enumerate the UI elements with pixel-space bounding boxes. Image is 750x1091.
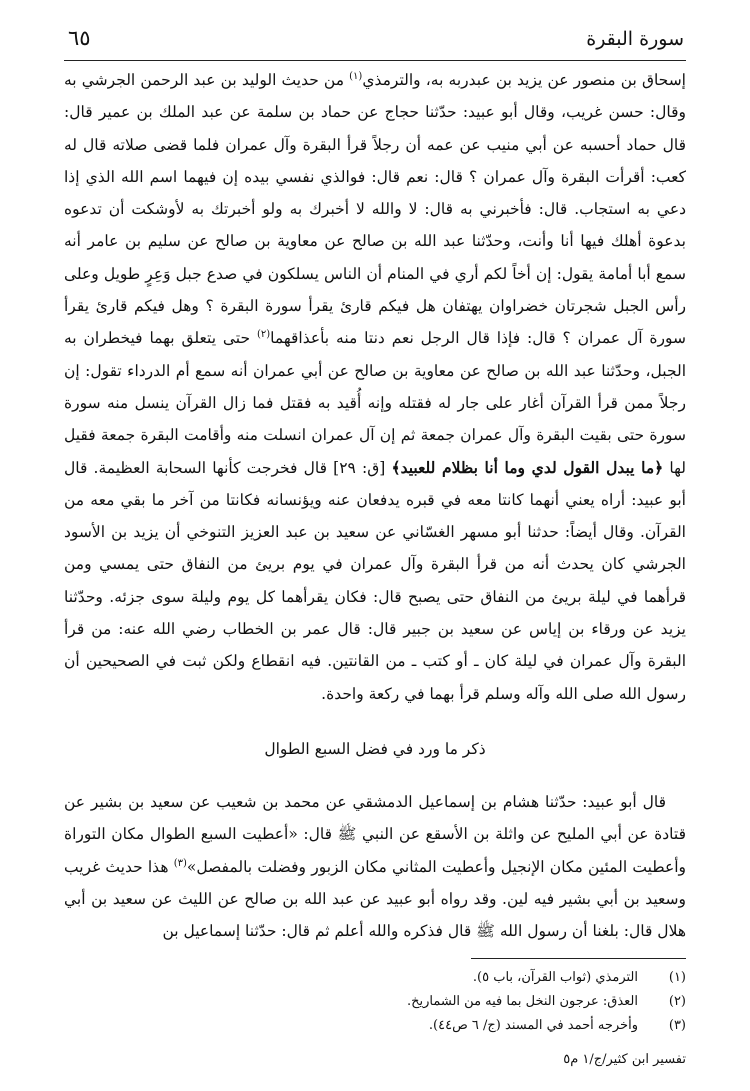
text-run: [ق: ٢٩] قال فخرجت كأنها السحابة العظيمة. قال أبو عبيد: أراه يعني أنهما كانتا معه في قبره يدفعان عنه ويؤنسانه فكانتا من آخر ما بقي معه من القرآن. وقال أيضاً: حدثنا أبو مسهر الغسّاني عن سعيد بن عبد العزيز التنوخي أن يزيد بن الأسود الجرشي كان يحدث أنه من قرأ البقرة وآل عمران في يوم بريئ من النفاق حتى يمسي ومن قرأهما في ليلة بريئ من النفاق حتى يصبح قال: فكان يقرأهما كل يوم وليلة سوى جزئه. وحدّثنا يزيد عن ورقاء بن إياس عن سعيد بن جبير قال: قال عمر بن الخطاب رضي الله عنه: من قرأ البقرة وآل عمران في ليلة كان ـ أو كتب ـ من القانتين. فيه انقطاع ولكن ثبت في الصحيحين أن رسول الله صلى الله وآله وسلم قرأ بهما في ركعة واحدة.: [64, 458, 686, 703]
text-run: من حديث الوليد بن عبد الرحمن الجرشي به وقال: حسن غريب، وقال أبو عبيد: حدّثنا حجاج عن حماد بن سلمة عن عبد الملك بن عمير قال: قال حماد أحسبه عن أبي منيب عن عمه أن رجلاً قرأ البقرة وآل عمران فلما قضى صلاته قال له كعب: أقرأت البقرة وآل عمران ؟ قال: نعم قال: فوالذي نفسي بيده إن فيهما اسم الله الذي إذا دعي به استجاب. قال: فأخبرني به قال: لا والله لا أخبرك به ولو أخبرتك به لأوشكت أن تدعوه بدعوة أهلك فيها أنا وأنت، وحدّثنا عبد الله بن صالح عن معاوية بن صالح عن سليم بن عامر أنه سمع أبا أمامة يقول: إن أخاً لكم أري في المنام أن الناس يسلكون في صدع جبل وَعِرٍ طويل وعلى رأس الجبل شجرتان خضراوان يهتفان هل فيكم قارئ يقرأ سورة البقرة ؟ وهل فيكم قارئ يقرأ سورة آل عمران ؟ قال: فإذا قال الرجل نعم دنتا منه بأعذاقهما: [64, 71, 687, 348]
main-text: [64, 64, 686, 710]
footnote-item: [64, 1014, 686, 1038]
footnote-number: (٢): [668, 994, 686, 1009]
footnote-number: (٣): [668, 1018, 686, 1033]
footnote-text: العذق: عرجون النخل بما فيه من الشماريخ.: [406, 994, 638, 1009]
main-text-2: [64, 786, 686, 947]
footnote-ref-3[interactable]: (٣): [173, 857, 187, 869]
text-run: قال أبو عبيد: حدّثنا هشام بن إسماعيل الدمشقي عن محمد بن شعيب عن سعيد بن بشير عن قتادة عن أبي المليح عن واثلة بن الأسقع عن النبي ﷺ قال: «أعطيت السبع الطوال مكان التوراة وأعطيت المئين مكان الإنجيل وأعطيت المثاني مكان الزبور وفضلت بالمفصل»: [64, 793, 686, 876]
surah-title: سورة البقرة: [586, 28, 684, 50]
text-run: هذا حديث غريب وسعيد بن أبي بشير فيه لين. وقد رواه أبو عبيد عن عبد الله بن صالح عن الليث عن سعيد بن أبي هلال قال: بلغنا أن رسول الله ﷺ قال فذكره والله أعلم ثم قال: حدّثنا إسماعيل بن: [64, 857, 686, 941]
footnote-text: وأخرجه أحمد في المسند (ج/ ٦ ص٤٤).: [428, 1018, 638, 1033]
text-run: إسحاق بن منصور عن يزيد بن عبدربه به، والترمذي: [362, 71, 686, 89]
footnote-item: [64, 990, 686, 1014]
paragraph-2: [64, 786, 686, 947]
quran-verse: ﴿ما يبدل القول لدي وما أنا بظلام للعبيد﴾: [391, 457, 664, 477]
paragraph-1: [64, 64, 686, 710]
footnote-item: [64, 966, 686, 990]
page-header: [64, 24, 686, 61]
text-run: حتى يتعلق بهما فيخطران به الجبل، وحدّثنا عبد الله بن صالح عن معاوية بن صالح عن أبي عمران أنه سمع أم الدرداء تقول: إن رجلاً ممن قرأ القرآن أغار على جار له فقتله وإنه أُقيد به فقتل فما زال القرآن ينسل منه سورة سورة حتى بقيت البقرة وآل عمران جمعة ثم إن آل عمران انسلت منه وأقامت البقرة جمعة فقيل لها: [64, 329, 686, 477]
footnotes: [64, 966, 686, 1038]
book-signature: تفسير ابن كثير/ج/١ م٥: [563, 1052, 686, 1067]
page-number: ٦٥: [68, 26, 91, 50]
footnote-divider: [471, 958, 686, 959]
footnote-number: (١): [668, 970, 686, 985]
section-title: ذكر ما ورد في فضل السبع الطوال: [264, 740, 486, 758]
footnote-ref-2[interactable]: (٢): [256, 329, 271, 341]
footnote-text: الترمذي (ثواب القرآن، باب ٥).: [472, 970, 638, 985]
footnote-ref-1[interactable]: (١): [349, 70, 363, 82]
